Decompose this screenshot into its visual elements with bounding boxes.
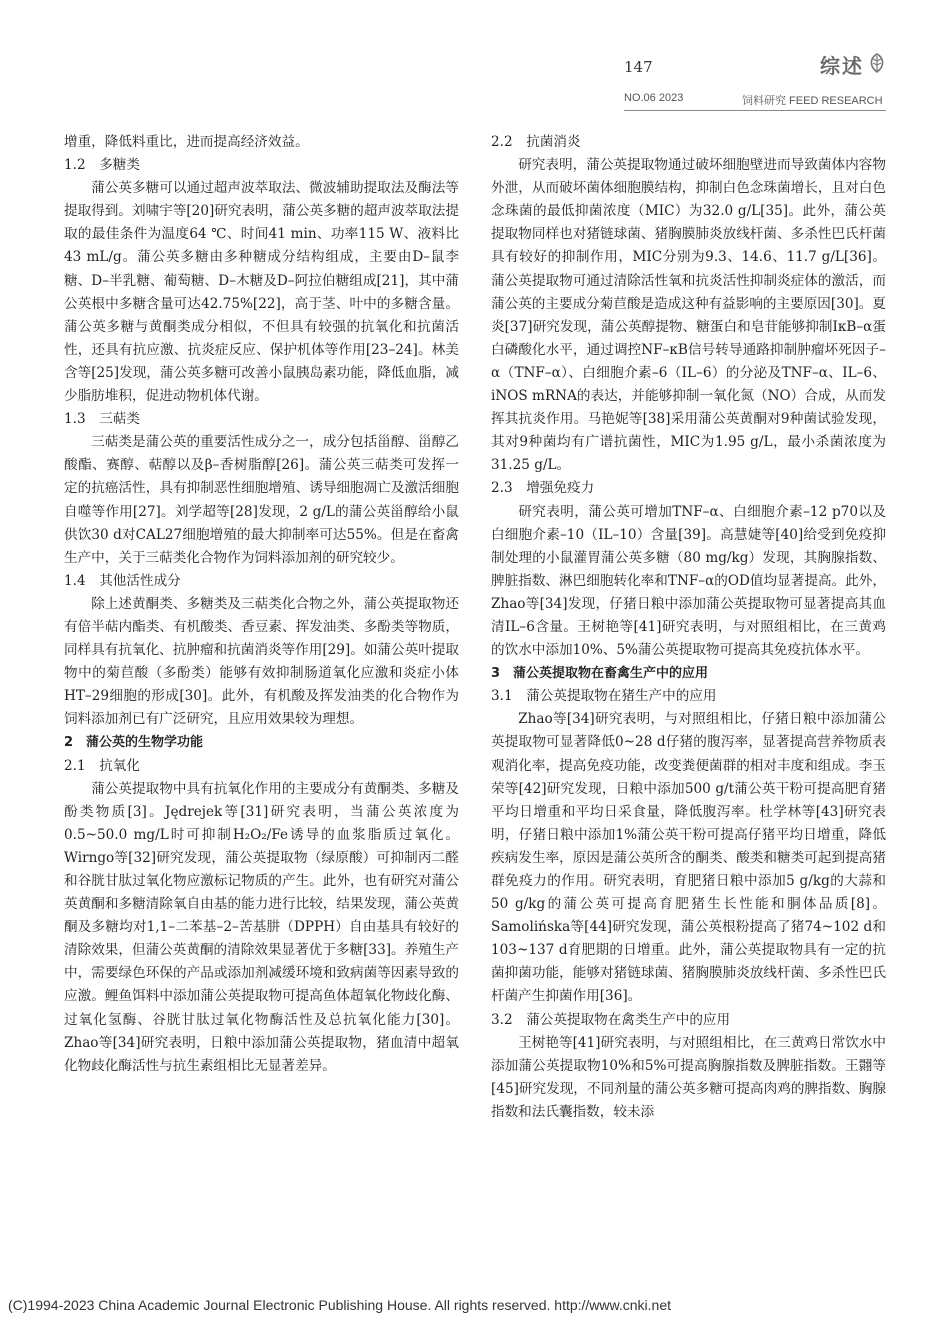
- section-heading: 1.4 其他活性成分: [64, 572, 181, 589]
- copyright-footer: (C)1994-2023 China Academic Journal Electronic Publishing House. All rights reserved. http://www.cnki.net: [8, 1297, 671, 1313]
- paragraph: 研究表明，蒲公英提取物通过破坏细胞壁进而导致菌体内容物外泄，从而破坏菌体细胞膜结构，抑制白色念珠菌增长，且对白色念珠菌的最低抑菌浓度（MIC）为32.0 g/L[35]。此外，蒲公英提取物同样也对猪链球菌、猪胸膜肺炎放线杆菌、多杀性巴氏杆菌具有较好的抑制作用，MIC分别为9.3、14.6、11.7 g/L[36]。蒲公英提取物可通过清除活性氧和抗炎活性抑制炎症体的激活，而蒲公英的主要成分菊苣酸是造成这种有益影响的主要原因[30]。夏炎[37]研究发现，蒲公英醇提物、糖蛋白和皂苷能够抑制IκB–α蛋白磷酸化水平，通过调控NF–κB信号转导通路抑制肿瘤坏死因子–α（TNF–α）、白细胞介素–6（IL–6）的分泌及TNF–α、IL–6、iNOS mRNA的表达，并能够抑制一氧化氮（NO）合成，从而发挥其抗炎作用。马艳妮等[38]采用蒲公英黄酮对9种菌试验发现，其对9种菌均有广谱抗菌性，MIC为1.95 g/L，最小杀菌浓度为31.25 g/L。: [491, 157, 886, 474]
- paragraph: Zhao等[34]研究表明，与对照组相比，仔猪日粮中添加蒲公英提取物可显著降低0~28 d仔猪的腹泻率，显著提高营养物质表观消化率，提高免疫功能，改变粪便菌群的相对丰度和组成。李玉荣等[42]研究发现，日粮中添加500 g/t蒲公英干粉可提高肥育猪平均日增重和平均日采食量，降低腹泻率。杜学林等[43]研究表明，仔猪日粮中添加1%蒲公英干粉可提高仔猪平均日增重，降低疾病发生率，原因是蒲公英所含的酮类、酸类和糖类可起到提高猪群免疫力的作用。研究表明，育肥猪日粮中添加5 g/kg的大蒜和50 g/kg的蒲公英可提高育肥猪生长性能和胴体品质[8]。Samolińska等[44]研究发现，蒲公英根粉提高了猪74~102 d和103~137 d育肥期的日增重。此外，蒲公英提取物具有一定的抗菌抑菌功能，能够对猪链球菌、猪胸膜肺炎放线杆菌、多杀性巴氏杆菌产生抑菌作用[36]。: [491, 711, 886, 1005]
- page-number: 147: [624, 58, 653, 76]
- paragraph: 王树艳等[41]研究表明，与对照组相比，在三黄鸡日常饮水中添加蒲公英提取物10%和5%可提高胸腺指数及脾脏指数。王翾等[45]研究发现，不同剂量的蒲公英多糖可提高肉鸡的脾指数、胸腺指数和法氏囊指数，较未添: [491, 1034, 886, 1120]
- paragraph: 三萜类是蒲公英的重要活性成分之一，成分包括甾醇、甾醇乙酸酯、赛醇、萜醇以及β–香树脂醇[26]。蒲公英三萜类可发挥一定的抗癌活性，具有抑制恶性细胞增殖、诱导细胞凋亡及激活细胞自噬等作用[27]。刘学超等[28]发现，2 g/L的蒲公英甾醇给小鼠供饮30 d对CAL27细胞增殖的最大抑制率可达55%。但是在畜禽生产中，关于三萜类化合物作为饲料添加剂的研究较少。: [64, 434, 459, 566]
- section-heading: 2.3 增强免疫力: [491, 480, 595, 497]
- section-heading: 2 蒲公英的生物学功能: [64, 735, 204, 751]
- paragraph: 蒲公英多糖可以通过超声波萃取法、微波辅助提取法及酶法等提取得到。刘啸宇等[20]研究表明，蒲公英多糖的超声波萃取法提取的最佳条件为温度64 ℃、时间41 min、功率115 W、液料比43 mL/g。蒲公英多糖由多种糖成分结构组成，主要由D–鼠李糖、D–半乳糖、葡萄糖、D–木糖及D–阿拉伯糖组成[21]，其中蒲公英根中多糖含量可达42.75%[22]，高于茎、叶中的多糖含量。蒲公英多糖与黄酮类成分相似，不但具有较强的抗氧化和抗菌活性，还具有抗应激、抗炎症反应、保护机体等作用[23–24]。林美含等[25]发现，蒲公英多糖可改善小鼠胰岛素功能，降低血脂，减少脂肪堆积，促进动物机体代谢。: [64, 180, 459, 405]
- issue-number: NO.06 2023: [624, 92, 684, 104]
- leaf-icon: [866, 52, 888, 74]
- paragraph: 蒲公英提取物中具有抗氧化作用的主要成分有黄酮类、多糖及酚类物质[3]。Jędrejek等[31]研究表明，当蒲公英浓度为0.5~50.0 mg/L时可抑制H₂O₂/Fe诱导的血浆脂质过氧化。Wirngo等[32]研究发现，蒲公英提取物（绿原酸）可抑制丙二醛和谷胱甘肽过氧化物应激标记物质的产生。此外，也有研究对蒲公英黄酮和多糖清除氧自由基的能力进行比较，结果发现，蒲公英黄酮及多糖均对1,1–二苯基–2–苦基肼（DPPH）自由基具有较好的清除效果，但蒲公英黄酮的清除效果显著优于多糖[33]。养殖生产中，需要绿色环保的产品或添加剂减缓环境和致病菌等因素导致的应激。鲤鱼饵料中添加蒲公英提取物可提高鱼体超氧化物歧化酶、过氧化氢酶、谷胱甘肽过氧化物酶活性及总抗氧化能力[30]。Zhao等[34]研究表明，日粮中添加蒲公英提取物，猪血清中超氧化物歧化酶活性与抗生素组相比无显著差异。: [64, 780, 459, 1074]
- left-column: [64, 131, 459, 1078]
- paragraph: 研究表明，蒲公英可增加TNF–α、白细胞介素–12 p70以及白细胞介素–10（IL–10）含量[39]。高慧婕等[40]给受到免疫抑制处理的小鼠灌胃蒲公英多糖（80 mg/kg）发现，其胸腺指数、脾脏指数、淋巴细胞转化率和TNF–α的OD值均显著提高。此外，Zhao等[34]发现，仔猪日粮中添加蒲公英提取物可显著提高其血清IL–6含量。王树艳等[41]研究表明，与对照组相比，在三黄鸡的饮水中添加10%、5%蒲公英提取物可提高其免疫抗体水平。: [491, 503, 886, 659]
- section-heading: 3.1 蒲公英提取物在猪生产中的应用: [491, 688, 717, 705]
- section-heading: 2.1 抗氧化: [64, 757, 140, 774]
- right-column: [491, 131, 886, 1124]
- section-heading: 2.2 抗菌消炎: [491, 134, 581, 150]
- section-heading: 3.2 蒲公英提取物在禽类生产中的应用: [491, 1011, 731, 1028]
- journal-name: 饲料研究 FEED RESEARCH: [742, 95, 883, 107]
- section-heading: 1.2 多糖类: [64, 157, 140, 174]
- header-rule: [624, 110, 886, 111]
- paragraph: 除上述黄酮类、多糖类及三萜类化合物之外，蒲公英提取物还有倍半萜内酯类、有机酸类、香豆素、挥发油类、多酚类等物质，同样具有抗氧化、抗肿瘤和抗菌消炎等作用[29]。如蒲公英叶提取物中的菊苣酸（多酚类）能够有效抑制肠道氧化应激和炎症小体HT–29细胞的形成[30]。此外，有机酸及挥发油类的化合物作为饲料添加剂已有广泛研究，且应用效果较为理想。: [64, 595, 459, 728]
- section-heading: 3 蒲公英提取物在畜禽生产中的应用: [491, 666, 709, 682]
- section-tag: 综述: [820, 54, 864, 78]
- paragraph: 增重，降低料重比，进而提高经济效益。: [64, 134, 309, 150]
- section-heading: 1.3 三萜类: [64, 411, 140, 428]
